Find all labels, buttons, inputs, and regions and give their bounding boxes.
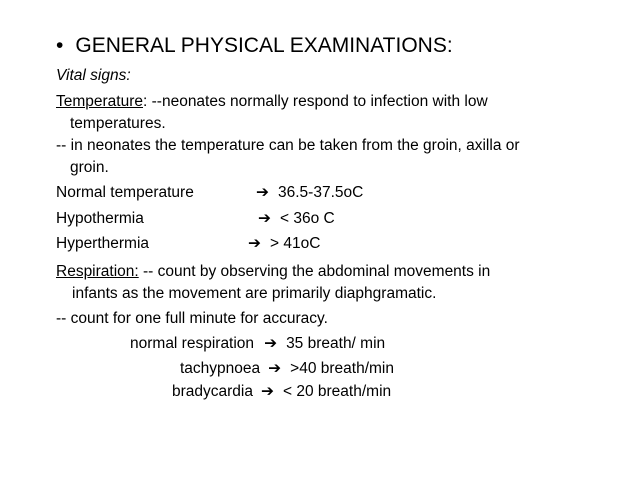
row-label: bradycardia xyxy=(172,383,253,400)
row-value: < 36o C xyxy=(280,210,335,227)
row-value: < 20 breath/min xyxy=(283,383,392,400)
arrow-right-icon: ➔ xyxy=(264,335,278,352)
temperature-text-1: : --neonates normally respond to infection with low xyxy=(143,93,488,110)
temperature-line-1-cont: temperatures. xyxy=(70,115,166,132)
row-value: 35 breath/ min xyxy=(286,335,386,352)
respiration-line-1-cont: infants as the movement are primarily diaphgramatic. xyxy=(72,285,437,302)
row-label: Hyperthermia xyxy=(56,235,150,252)
hypothermia-row xyxy=(56,209,335,229)
arrow-right-icon: ➔ xyxy=(268,360,282,377)
respiration-label: Respiration: xyxy=(56,263,139,280)
bradycardia-row xyxy=(172,382,391,402)
temperature-line-1 xyxy=(56,92,488,112)
normal-respiration-row xyxy=(130,334,385,354)
row-value: 36.5-37.5oC xyxy=(278,184,364,201)
temperature-label: Temperature xyxy=(56,93,144,110)
row-value: > 41oC xyxy=(270,235,321,252)
temperature-line-2: -- in neonates the temperature can be taken from the groin, axilla or xyxy=(56,137,520,154)
hyperthermia-row xyxy=(56,234,320,254)
row-label: Normal temperature xyxy=(56,184,194,201)
arrow-right-icon: ➔ xyxy=(256,184,269,201)
row-label: tachypnoea xyxy=(180,360,261,377)
title-text: GENERAL PHYSICAL EXAMINATIONS: xyxy=(75,34,453,57)
title-bullet: • xyxy=(56,34,64,57)
slide-title xyxy=(56,34,453,58)
respiration-line-1 xyxy=(56,262,490,282)
tachypnoea-row xyxy=(180,359,394,379)
normal-temperature-row xyxy=(56,183,363,203)
row-value: >40 breath/min xyxy=(290,360,394,377)
respiration-text-1: -- count by observing the abdominal movements in xyxy=(138,263,491,280)
row-label: normal respiration xyxy=(130,335,255,352)
arrow-right-icon: ➔ xyxy=(258,210,271,227)
vital-signs-heading: Vital signs: xyxy=(56,67,131,84)
respiration-line-2: -- count for one full minute for accuracy. xyxy=(56,310,328,327)
arrow-right-icon: ➔ xyxy=(261,383,274,400)
arrow-right-icon: ➔ xyxy=(248,235,261,252)
row-label: Hypothermia xyxy=(56,210,144,227)
temperature-line-2-cont: groin. xyxy=(70,159,109,176)
